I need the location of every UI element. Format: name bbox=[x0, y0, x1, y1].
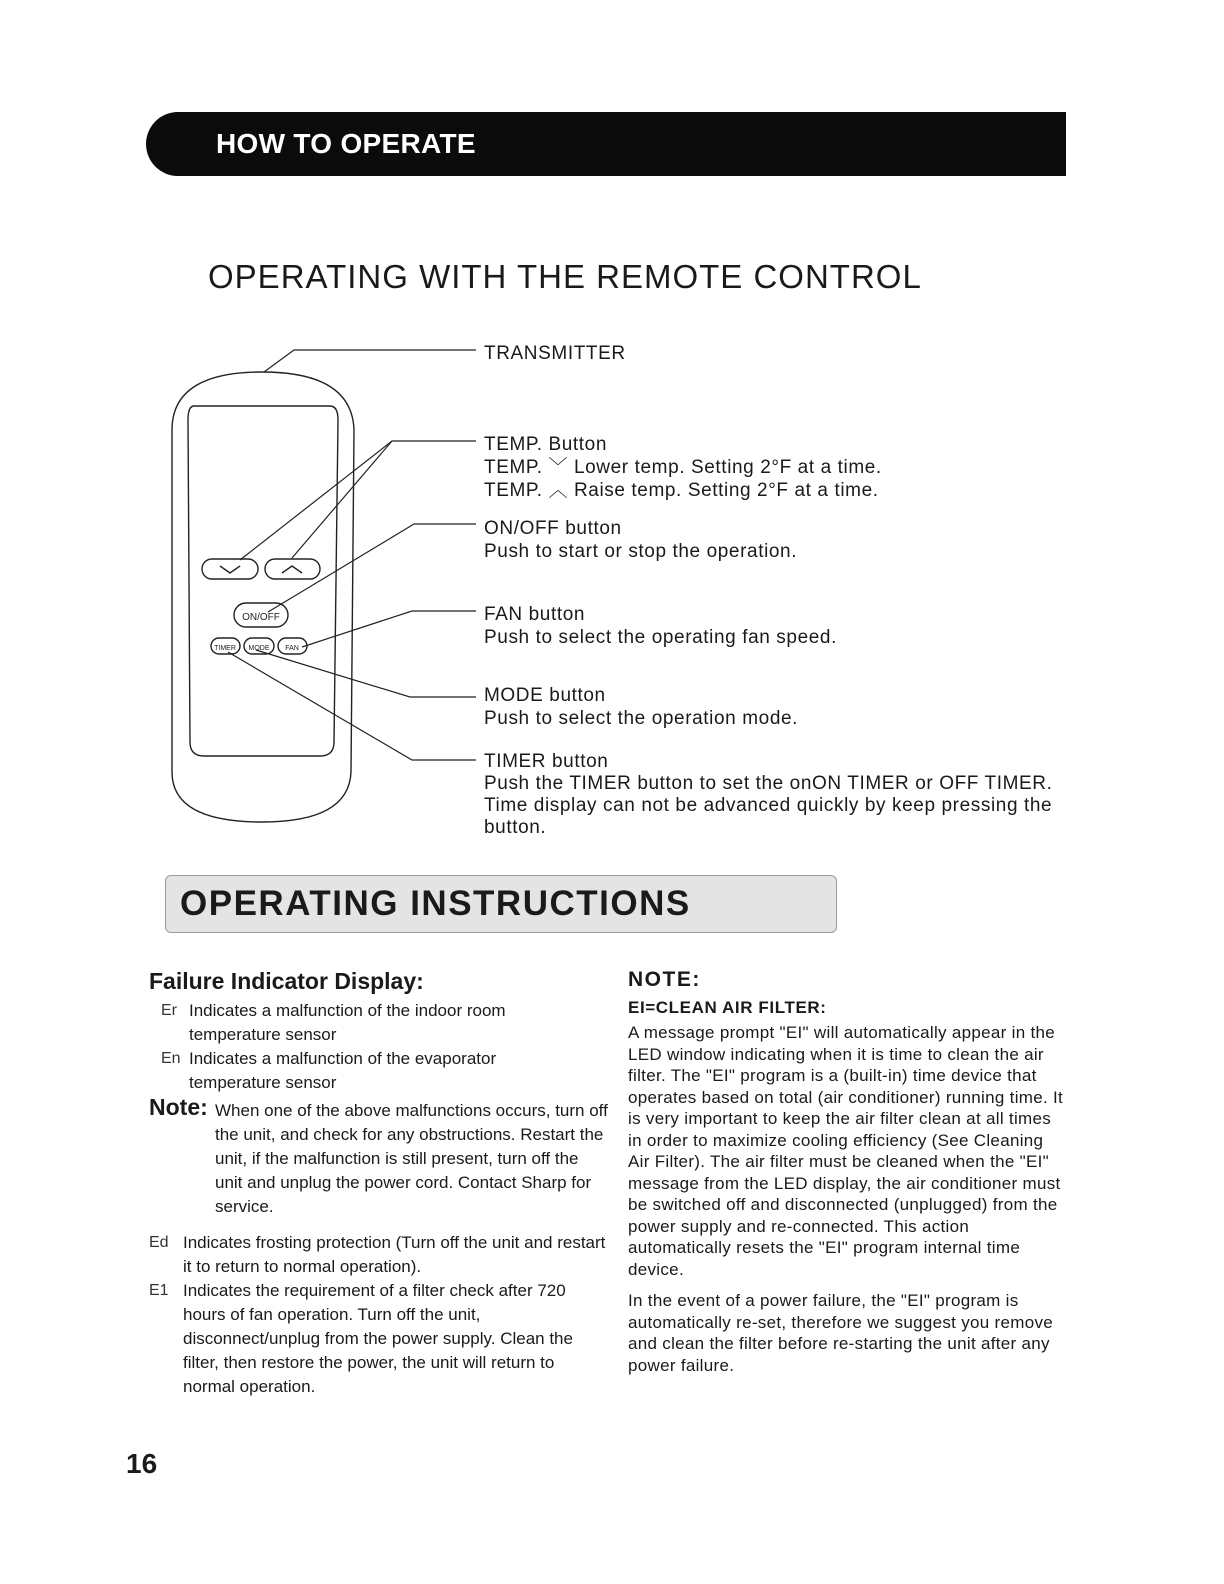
note-label: Note: bbox=[149, 1094, 208, 1120]
callout-onoff: ON/OFF button Push to start or stop the operation. bbox=[484, 518, 798, 562]
mode-label: MODE bbox=[248, 645, 270, 652]
callout-temp: TEMP. Button TEMP. ﹀ Lower temp. Setting 2°F at a time. TEMP. ︿ Raise temp. Setting 2°F at a time. bbox=[484, 434, 882, 501]
er-code-row: Er Indicates a malfunction of the indoor room temperature sensor bbox=[161, 1001, 506, 1044]
fan-label: FAN bbox=[285, 645, 299, 652]
note-section bbox=[628, 968, 1068, 1376]
callout-timer: TIMER button Push the TIMER button to set the onON TIMER or OFF TIMER. Time display can not be advanced quickly by keep pressing the button. bbox=[484, 751, 1053, 838]
note-paragraph-1: A message prompt "EI" will automatically appear in the LED window indicating when it is time to clean the air filter. The "EI" program is a (built-in) time device that operates based on total (air conditioner) running time. It is very important to keep the air filter clean at all times in order to maximize cooling efficiency (See Cleaning Air Filter). The air filter must be cleaned when the "EI" message from the LED display, the air conditioner must be switched off and disconnected (unplugged) from the power supply and re-connected. This action automatically resets the "EI" program internal time device. bbox=[628, 1023, 1064, 1279]
en-code: En bbox=[161, 1050, 181, 1067]
er-code: Er bbox=[161, 1002, 177, 1019]
en-code-row: En Indicates a malfunction of the evaporator temperature sensor bbox=[161, 1049, 497, 1092]
failure-indicator-title: Failure Indicator Display: bbox=[149, 968, 424, 994]
temp-down-button bbox=[202, 559, 258, 579]
e1-code: E1 bbox=[149, 1282, 169, 1299]
note-paragraph-2: In the event of a power failure, the "EI" program is automatically re-set, therefore we suggest you remove and clean the filter before re-starting the unit after any power failure. bbox=[628, 1291, 1054, 1375]
section-title: OPERATING WITH THE REMOTE CONTROL bbox=[208, 258, 922, 295]
note-title: NOTE: bbox=[628, 968, 701, 991]
callout-mode: MODE button Push to select the operation mode. bbox=[484, 685, 799, 729]
operating-instructions-title: OPERATING INSTRUCTIONS bbox=[180, 884, 691, 923]
chevron-down-icon bbox=[220, 566, 240, 573]
chevron-up-icon bbox=[282, 566, 302, 573]
callout-fan: FAN button Push to select the operating fan speed. bbox=[484, 604, 837, 648]
page-number: 16 bbox=[126, 1448, 158, 1479]
timer-label: TIMER bbox=[214, 645, 236, 652]
e1-code-row: E1 Indicates the requirement of a filter check after 720 hours of fan operation. Turn off the unit, disconnect/unplug from the power supply. Clean the filter, then restore the power, the unit will return to normal operation. bbox=[149, 1281, 573, 1396]
onoff-label: ON/OFF bbox=[242, 612, 280, 623]
ed-code: Ed bbox=[149, 1234, 169, 1251]
failure-note: Note: When one of the above malfunctions occurs, turn off the unit, and check for any obstructions. Restart the unit, if the malfunction is still present, turn off the unit and unplug the power cord. Contact Sharp for service. bbox=[149, 1094, 608, 1216]
operating-instructions-banner bbox=[165, 875, 837, 933]
ed-code-row: Ed Indicates frosting protection (Turn off the unit and restart it to return to normal operation). bbox=[149, 1233, 606, 1276]
callout-transmitter: TRANSMITTER bbox=[484, 343, 626, 364]
failure-indicator-section bbox=[149, 968, 609, 1399]
header-title: HOW TO OPERATE bbox=[216, 128, 476, 159]
ei-clean-filter-title: EI=CLEAN AIR FILTER: bbox=[628, 998, 827, 1017]
temp-up-button bbox=[265, 559, 320, 579]
